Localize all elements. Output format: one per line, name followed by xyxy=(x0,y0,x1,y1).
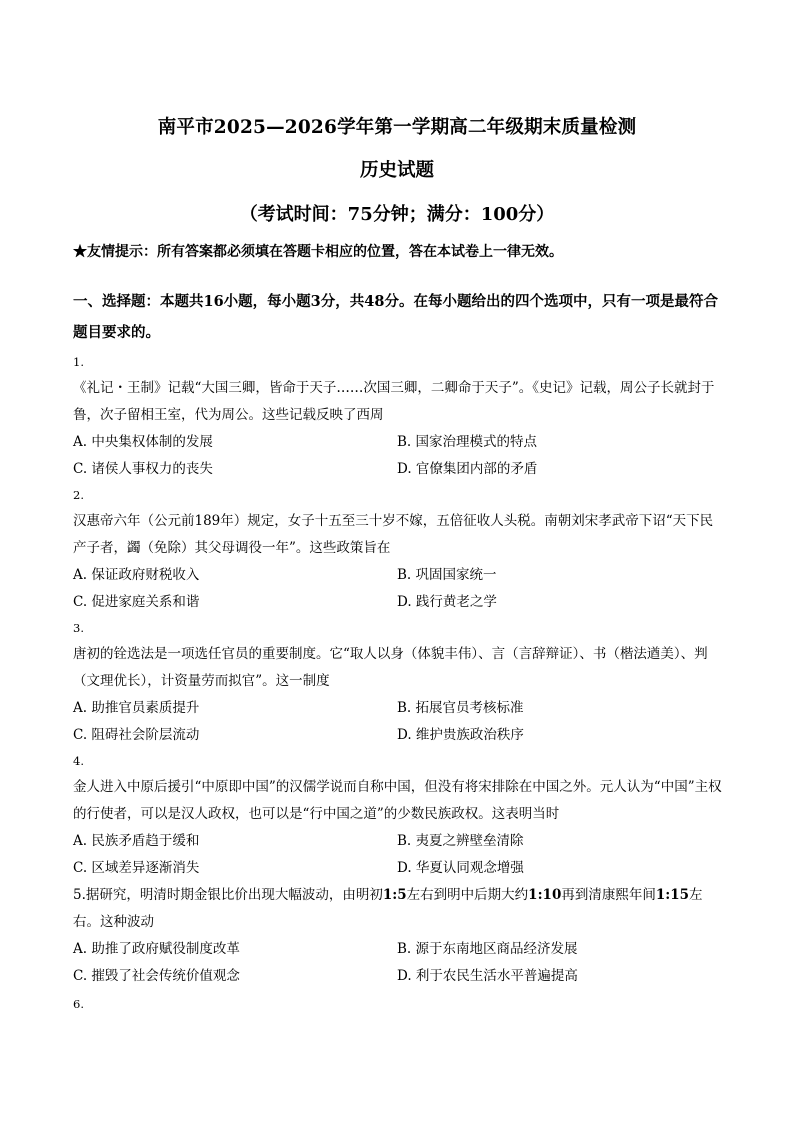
ratio-kangxi: 1:15 xyxy=(655,887,690,903)
option-b[interactable]: B. 巩固国家统一 xyxy=(397,567,497,583)
question-number: 6. xyxy=(73,997,84,1011)
question-5 xyxy=(73,882,725,990)
option-c[interactable]: C. 摧毁了社会传统价值观念 xyxy=(73,968,240,984)
question-1 xyxy=(73,350,725,483)
option-b[interactable]: B. 国家治理模式的特点 xyxy=(397,434,538,450)
section-heading: 一、选择题：本题共16小题，每小题3分，共48分。在每小题给出的四个选项中，只有一项是最符合题目要求的。 xyxy=(73,293,718,341)
option-grid xyxy=(73,695,725,749)
exam-title: 南平市2025—2026学年第一学期高二年级期末质量检测 xyxy=(157,117,637,138)
option-c[interactable]: C. 区域差异逐渐消失 xyxy=(73,860,200,876)
option-b[interactable]: B. 拓展官员考核标准 xyxy=(397,700,524,716)
question-stem: 金人进入中原后援引“中原即中国”的汉儒学说而自称中国，但没有将宋排除在中国之外。元人认为“中国”主权的行使者，可以是汉人政权，也可以是“行中国之道”的少数民族政权。这表明当时 xyxy=(73,779,722,822)
question-number: 2. xyxy=(73,488,84,502)
option-b[interactable]: B. 夷夏之辨壁垒清除 xyxy=(397,833,524,849)
option-a[interactable]: A. 助推官员素质提升 xyxy=(73,700,200,716)
stem-part: 左右到明中后期大约 xyxy=(406,887,529,903)
exam-info: （考试时间：75分钟；满分：100分） xyxy=(239,204,555,225)
option-a[interactable]: A. 民族矛盾趋于缓和 xyxy=(73,833,200,849)
ratio-ming-early: 1:5 xyxy=(382,887,407,903)
option-d[interactable]: D. 华夏认同观念增强 xyxy=(397,860,524,876)
question-3 xyxy=(73,616,725,749)
option-grid xyxy=(73,429,725,483)
question-list xyxy=(73,350,725,1017)
question-stem xyxy=(73,882,725,936)
question-stem: 唐初的铨选法是一项选任官员的重要制度。它“取人以身（体貌丰伟）、言（言辞辩证）、书（楷法遒美）、判（文理优长），计资量劳而拟官”。这一制度 xyxy=(73,646,708,689)
option-b[interactable]: B. 源于东南地区商品经济发展 xyxy=(397,941,578,957)
notice-text: ★友情提示：所有答案都必须填在答题卡相应的位置，答在本试卷上一律无效。 xyxy=(73,244,563,260)
option-grid xyxy=(73,936,725,990)
option-a[interactable]: A. 助推了政府赋役制度改革 xyxy=(73,941,240,957)
question-number: 4. xyxy=(73,754,84,768)
option-d[interactable]: D. 维护贵族政治秩序 xyxy=(397,727,524,743)
question-stem: 汉惠帝六年（公元前189年）规定，女子十五至三十岁不嫁，五倍征收人头税。南朝刘宋孝武帝下诏“天下民产子者，蠲（免除）其父母调役一年”。这些政策旨在 xyxy=(73,513,714,556)
ratio-ming-late: 1:10 xyxy=(528,887,562,903)
question-number: 1. xyxy=(73,355,84,369)
option-grid xyxy=(73,828,725,882)
option-a[interactable]: A. 保证政府财税收入 xyxy=(73,567,200,583)
question-4 xyxy=(73,749,725,882)
question-stem: 《礼记・王制》记载“大国三卿，皆命于天子……次国三卿，二卿命于天子”。《史记》记载，周公子长就封于鲁，次子留相王室，代为周公。这些记载反映了西周 xyxy=(73,380,715,423)
option-c[interactable]: C. 阻碍社会阶层流动 xyxy=(73,727,200,743)
stem-part: 左右。这种波动 xyxy=(73,887,703,930)
option-d[interactable]: D. 官僚集团内部的矛盾 xyxy=(397,461,538,477)
question-6 xyxy=(73,992,725,1017)
option-d[interactable]: D. 践行黄老之学 xyxy=(397,594,497,610)
option-c[interactable]: C. 促进家庭关系和谐 xyxy=(73,594,200,610)
question-number: 5. xyxy=(73,887,86,903)
question-number: 3. xyxy=(73,621,84,635)
stem-part: 据研究，明清时期金银比价出现大幅波动，由明初 xyxy=(85,887,383,903)
option-d[interactable]: D. 利于农民生活水平普遍提高 xyxy=(397,968,578,984)
stem-part: 再到清康熙年间 xyxy=(561,887,656,903)
option-a[interactable]: A. 中央集权体制的发展 xyxy=(73,434,213,450)
option-c[interactable]: C. 诸侯人事权力的丧失 xyxy=(73,461,213,477)
subject-title: 历史试题 xyxy=(359,160,434,181)
option-grid xyxy=(73,562,725,616)
question-2 xyxy=(73,483,725,616)
